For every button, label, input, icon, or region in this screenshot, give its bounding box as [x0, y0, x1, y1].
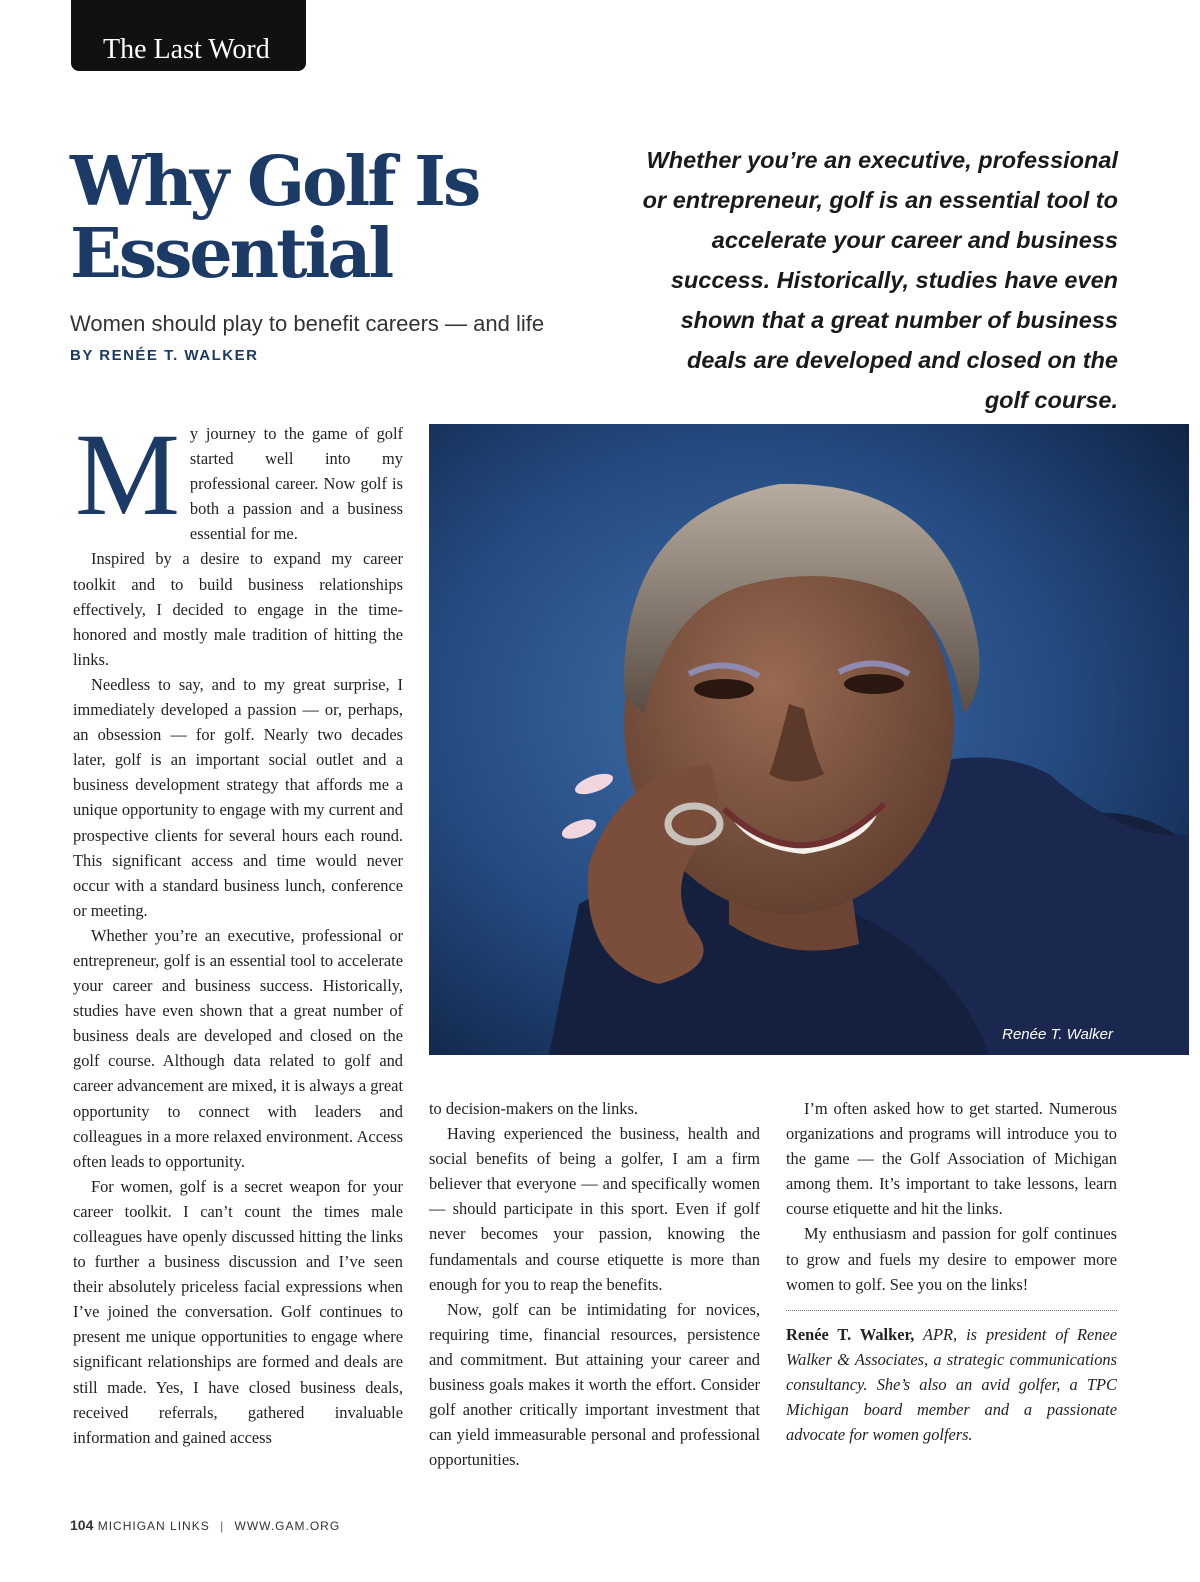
- footer-separator: |: [220, 1519, 225, 1533]
- article-paragraph: I’m often asked how to get started. Numerous organizations and programs will introduce you to the game — the Golf Association of Michigan among them. It’s important to take lessons, learn course etiquette and hit the links.: [786, 1099, 1117, 1219]
- photo-caption: Renée T. Walker: [1002, 1026, 1113, 1043]
- article-paragraph: y journey to the game of golf started well into my professional career. Now golf is both a passion and a business essential for me.: [189, 424, 403, 544]
- article-subhead: Women should play to benefit careers — and life: [70, 311, 545, 336]
- pull-quote: Whether you’re an executive, professional or entrepreneur, golf is an essential tool to accelerate your career and business success. Historically, studies have even shown that a great number of business deals are developed and closed on the golf course.: [642, 147, 1118, 413]
- author-bio-text: APR, is president of Renee Walker & Associates, a strategic communications consultancy. She’s also an avid golfer, a TPC Michigan board member and a passionate advocate for women golfers.: [786, 1324, 1118, 1445]
- portrait-illustration: [429, 424, 1189, 1055]
- article-paragraph: Needless to say, and to my great surprise, I immediately developed a passion — or, perhaps, an obsession — for golf. Nearly two decades later, golf is an important social outlet and a business development strategy that affords me a unique opportunity to engage with my current and prospective clients for several hours each round. This significant access and time would never occur with a standard business lunch, conference or meeting.: [73, 674, 403, 920]
- page-footer: [70, 1517, 340, 1533]
- section-tab-label: The Last Word: [103, 34, 270, 65]
- website-link[interactable]: WWW.GAM.ORG: [234, 1519, 341, 1533]
- article-paragraph: Whether you’re an executive, professional or entrepreneur, golf is an essential tool to accelerate your career and business success. Historically, studies have even shown that a great number of business deals are developed and closed on the golf course. Although data related to golf and career advancement are mixed, it is always a great opportunity to connect with leaders and colleagues in a more relaxed environment. Access often leads to opportunity.: [73, 925, 403, 1171]
- article-paragraph: Having experienced the business, health and social benefits of being a golfer, I am a firm believer that everyone — and specifically women — should participate in this sport. Even if golf never becomes your passion, knowing the fundamentals and course etiquette is more than enough for you to reap the benefits.: [429, 1124, 760, 1294]
- article-headline: Why Golf Is Essential: [70, 142, 479, 294]
- article-paragraph: My enthusiasm and passion for golf continues to grow and fuels my desire to empower more women to golf. See you on the links!: [786, 1224, 1117, 1294]
- article-byline: BY RENÉE T. WALKER: [70, 347, 259, 364]
- article-paragraph-continued: to decision-makers on the links.: [429, 1099, 638, 1118]
- publication-name: MICHIGAN LINKS: [97, 1519, 210, 1533]
- author-bio: [786, 1322, 1117, 1447]
- drop-cap: M: [75, 409, 180, 540]
- bio-divider: [786, 1310, 1117, 1311]
- author-bio-name: Renée T. Walker,: [786, 1324, 915, 1344]
- article-paragraph: For women, golf is a secret weapon for your career toolkit. I can’t count the times male colleagues have openly discussed hitting the links to further a business discussion and I’ve seen their absolutely priceless facial expressions when I’ve joined the conversation. Golf continues to present me unique opportunities to engage where significant relationships are formed and deals are still made. Yes, I have closed business deals, received referrals, gathered invaluable information and gained access: [73, 1176, 403, 1447]
- author-portrait: [429, 424, 1189, 1055]
- page-number: 104: [70, 1517, 94, 1533]
- article-column-2: [429, 1096, 760, 1472]
- section-tab: [71, 0, 306, 71]
- article-paragraph: Now, golf can be intimidating for novices, requiring time, financial resources, persistence and commitment. But attaining your career and business goals makes it worth the effort. Consider golf another critically important investment that can yield immeasurable personal and professional opportunities.: [429, 1299, 760, 1470]
- article-paragraph: Inspired by a desire to expand my career toolkit and to build business relationships effectively, I decided to engage in the time-honored and mostly male tradition of hitting the links.: [73, 549, 403, 669]
- article-column-1: [73, 409, 403, 1450]
- article-column-3: [786, 1096, 1117, 1447]
